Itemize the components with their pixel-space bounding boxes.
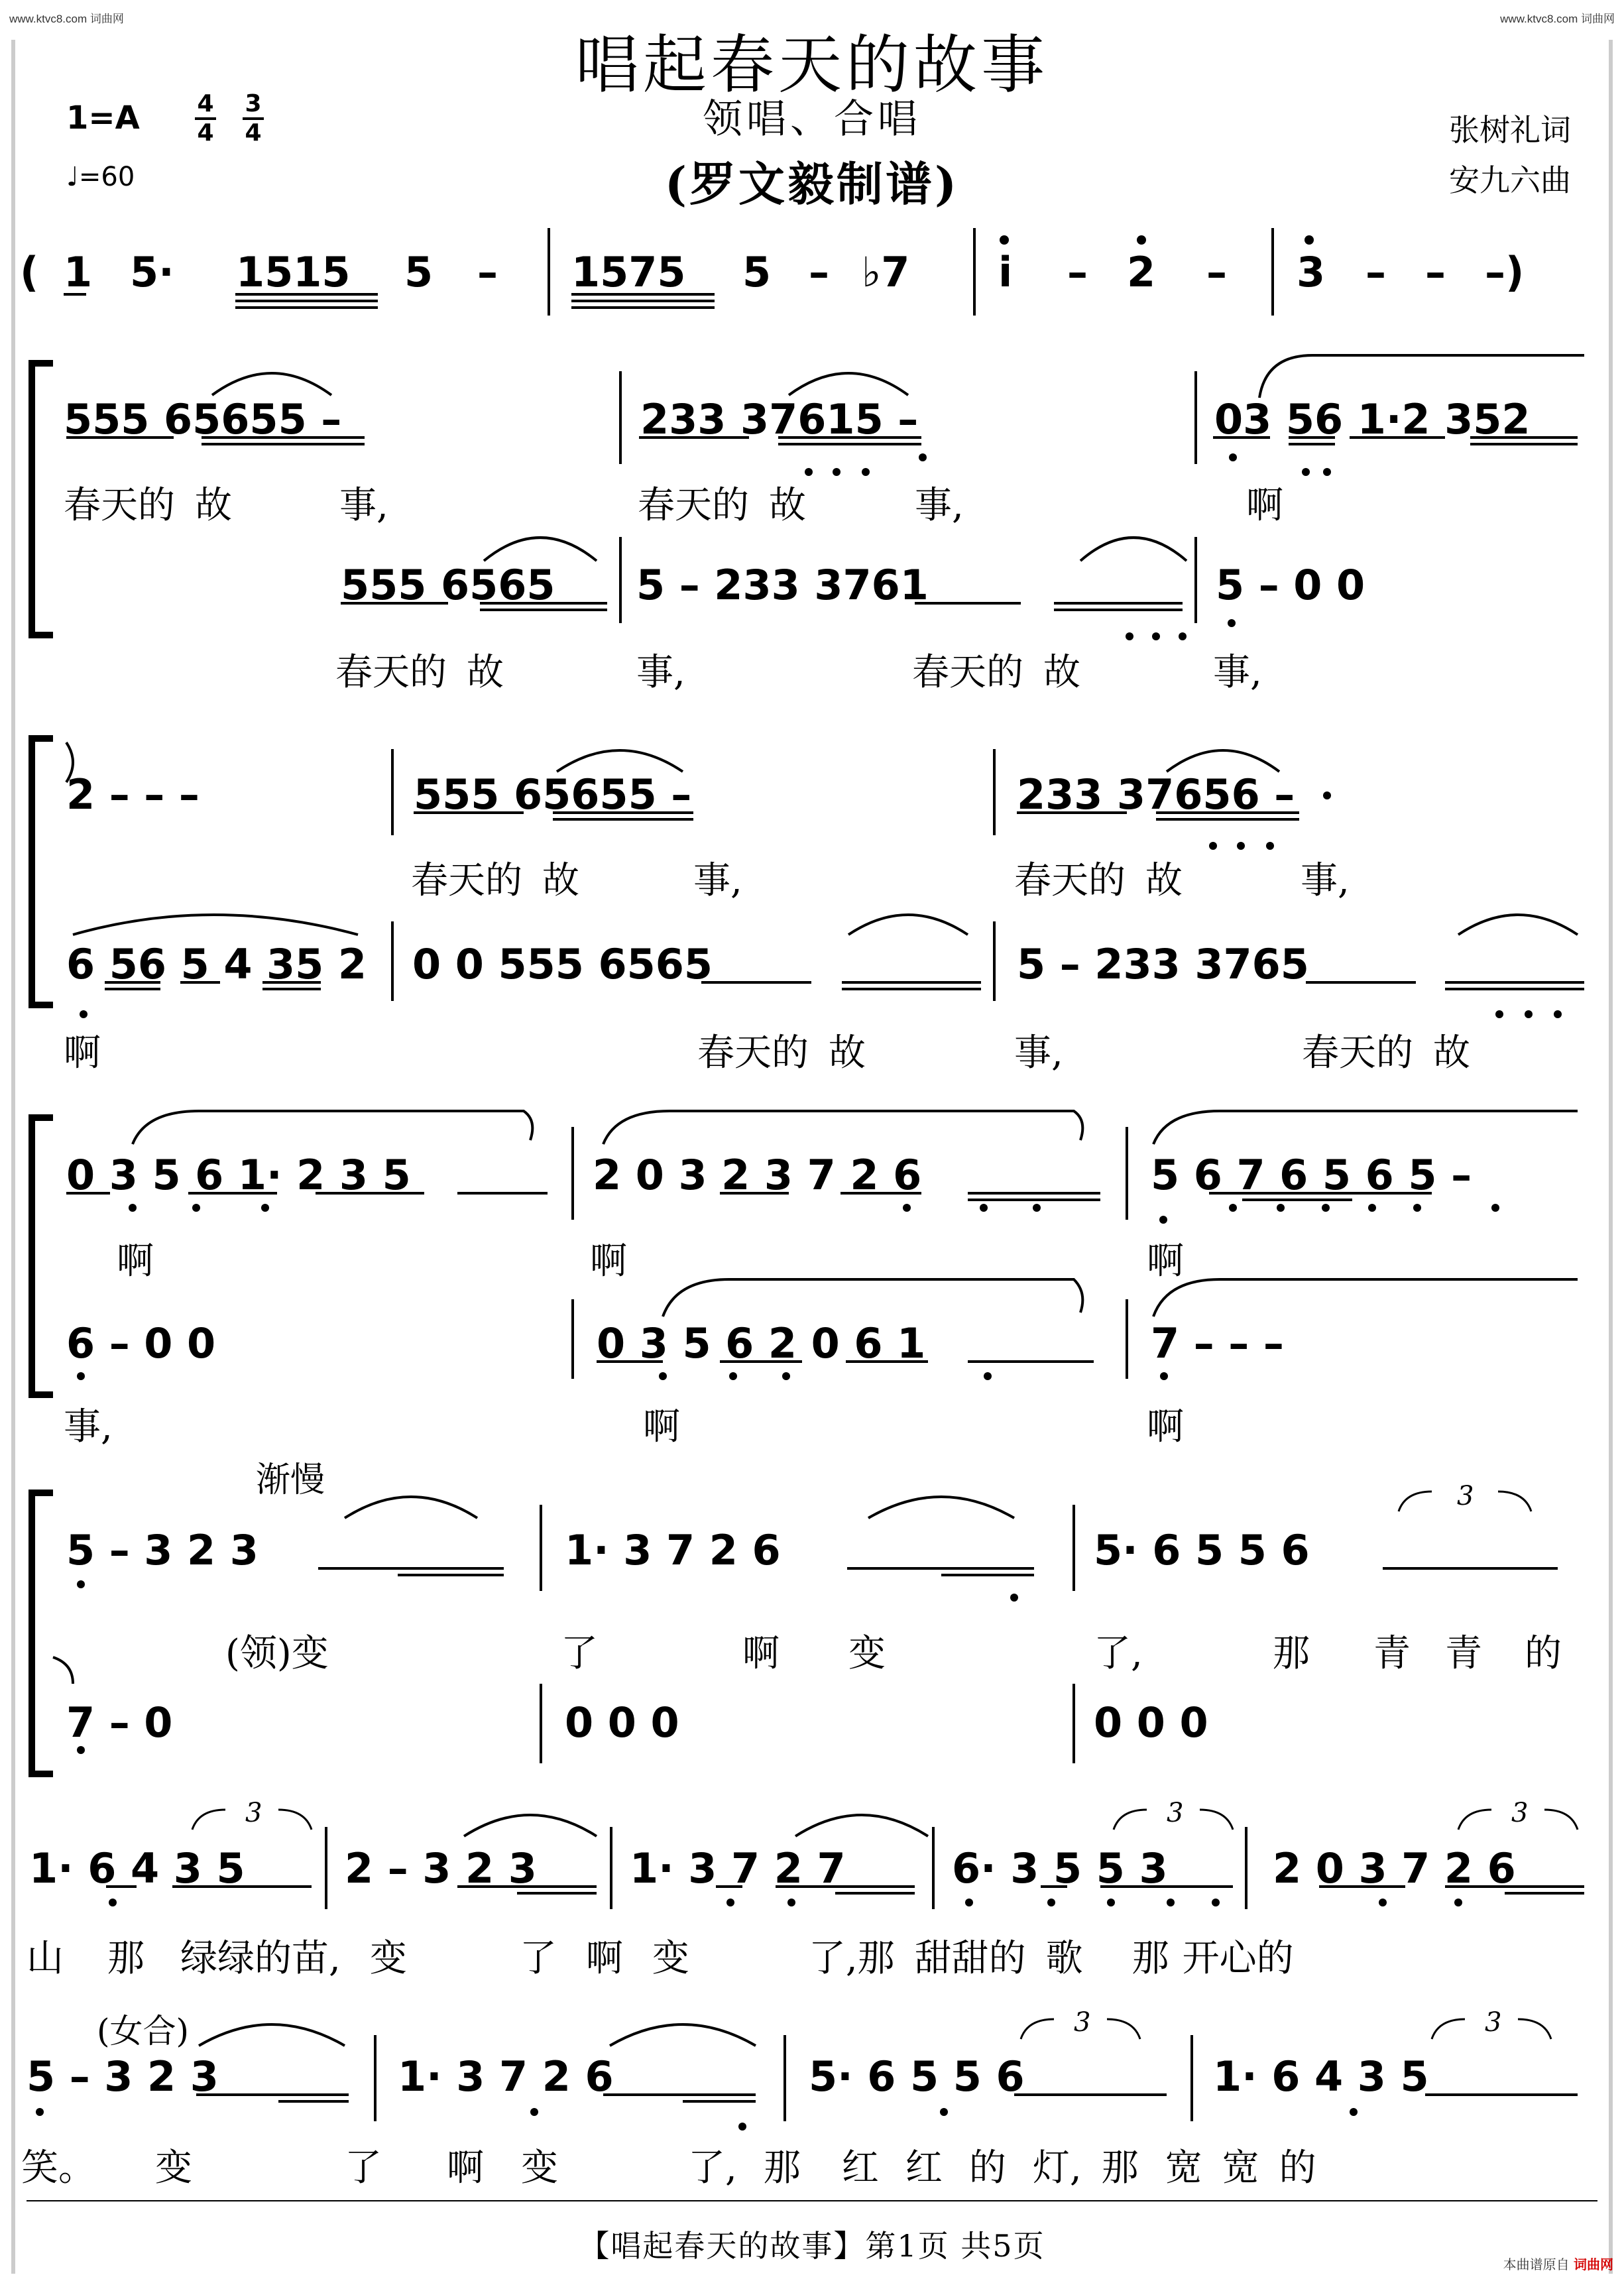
sys3-lower-notes-2: 0 3 5 6 2 0 6 1	[597, 1319, 926, 1368]
sys4-upper-notes-2: 1· 3 7 2 6	[565, 1526, 781, 1574]
sys1-upper-notes: 555 65655 –	[64, 395, 342, 443]
line6-notes-2: 1· 3 7 2 6	[398, 2052, 614, 2101]
intro-notes: 1575	[571, 248, 686, 296]
lyric-sys1-upper: 春天的 故	[64, 484, 232, 527]
sys4-lower-notes-2: 0 0 0	[565, 1698, 679, 1747]
lyric-sys1-upper-2: 事,	[339, 484, 388, 527]
lyric-sys3-lower-2: 啊	[643, 1405, 680, 1448]
time-sig-top: 4	[197, 90, 214, 117]
line6-notes: 5 – 3 2 3	[27, 2052, 219, 2101]
intro-note: 5·	[130, 248, 174, 296]
sys2-upper-notes-2: 555 65655 –	[414, 770, 692, 819]
line6-notes-4: 1· 6 4 3 5	[1213, 2052, 1429, 2101]
key-signature: 1=A	[66, 99, 140, 137]
lyric-sys4-upper-5: 了,	[1094, 1632, 1143, 1675]
intro-dash: –	[1365, 248, 1386, 296]
lyric-sys1-lower-3: 春天的 故	[912, 651, 1080, 694]
sys3-upper-notes: 0 3 5 6 1· 2 3 5	[66, 1151, 411, 1199]
sys2-lower-notes-2: 0 0 555 6565	[412, 940, 713, 988]
lyricist-credit: 张树礼词	[1449, 112, 1571, 148]
intro-dash: –	[1425, 248, 1446, 296]
sys1-upper-notes-2: 233 37615 –	[640, 395, 919, 443]
sys4-upper-notes: 5 – 3 2 3	[66, 1526, 259, 1574]
intro-notes: 1515	[236, 248, 351, 296]
sys2-upper-notes: 2 – – –	[66, 770, 200, 819]
intro-dash: –	[1067, 248, 1088, 296]
site-watermark-right: www.ktvc8.com 词曲网	[1500, 13, 1615, 25]
intro-dash: –	[477, 248, 498, 296]
lyric-sys2-upper: 春天的 故	[411, 859, 579, 902]
intro-dash: –	[1206, 248, 1227, 296]
brand-right: 词曲网	[1574, 2256, 1613, 2272]
lyric-sys1-upper-3: 春天的 故	[638, 484, 806, 527]
sys3-lower-notes-3: 7 – – –	[1151, 1319, 1284, 1368]
lyric-sys3-lower-3: 啊	[1147, 1405, 1184, 1448]
lyric-sys3-lower: 事,	[64, 1405, 113, 1448]
triplet-mark: 3	[1485, 2007, 1502, 2038]
source-brand	[1503, 2254, 1613, 2273]
lyric-sys4-upper-2: 了	[561, 1632, 598, 1675]
triplet-mark: 3	[1167, 1798, 1184, 1828]
song-subtitle: 领唱、合唱	[703, 96, 921, 143]
lyric-sys3-upper-3: 啊	[1147, 1240, 1184, 1283]
page-footer: 【唱起春天的故事】第1页 共5页	[579, 2228, 1045, 2264]
sys3-upper-notes-2: 2 0 3 2 3 7 2 6	[593, 1151, 922, 1199]
line5-notes-5: 2 0 3 7 2 6	[1273, 1844, 1516, 1893]
intro-high-one: i	[998, 248, 1013, 296]
sys3-upper-notes-3: 5 6 7 6 5 6 5 –	[1151, 1151, 1472, 1199]
lyric-sys2-upper-2: 事,	[693, 859, 742, 902]
line6-notes-3: 5· 6 5 5 6	[809, 2052, 1025, 2101]
triplet-mark: 3	[1511, 1798, 1529, 1828]
intro-dash: –)	[1485, 248, 1525, 296]
line5-notes-3: 1· 3 7 2 7	[630, 1844, 846, 1893]
intro-flat-seven: ♭7	[862, 248, 910, 296]
sys4-lower-notes-3: 0 0 0	[1094, 1698, 1208, 1747]
lyric-sys1-lower-2: 事,	[636, 651, 685, 694]
sys4-lower-notes: 7 – 0	[66, 1698, 173, 1747]
lyric-line5: 山 那 绿绿的苗, 变 了 啊 变 了,那 甜甜的 歌 那 开心的	[27, 1937, 1294, 1980]
sys1-upper-notes-3: 03 56 1·2 352	[1214, 395, 1531, 443]
sys1-lower-notes-3: 5 – 0 0	[1216, 561, 1365, 609]
sys1-lower-notes: 555 6565	[341, 561, 555, 609]
lyric-sys1-upper-5: 啊	[1246, 484, 1283, 527]
triplet-mark: 3	[245, 1798, 262, 1828]
line5-notes-4: 6· 3 5 5 3	[952, 1844, 1168, 1893]
lyric-sys3-upper-2: 啊	[590, 1240, 627, 1283]
lyric-sys4-upper-8: 青	[1445, 1632, 1482, 1675]
lyric-sys1-upper-4: 事,	[915, 484, 964, 527]
lyric-sys4-upper-7: 青	[1373, 1632, 1411, 1675]
site-watermark-left: www.ktvc8.com 词曲网	[9, 13, 124, 25]
lyric-sys4-upper-3: 啊	[742, 1632, 780, 1675]
lyric-sys3-upper: 啊	[117, 1240, 154, 1283]
intro-note: 5	[742, 248, 772, 296]
lyric-sys2-lower-3: 事,	[1014, 1031, 1063, 1075]
sys2-upper-notes-3: 233 37656 –	[1017, 770, 1295, 819]
lyric-sys4-upper-9: 的	[1525, 1632, 1562, 1675]
line5-notes-2: 2 – 3 2 3	[345, 1844, 537, 1893]
arranger-credit: (罗文毅制谱)	[664, 156, 960, 211]
intro-dash: –	[809, 248, 829, 296]
lyric-sys1-lower: 春天的 故	[335, 651, 504, 694]
sys2-lower-notes-3: 5 – 233 3765	[1017, 940, 1309, 988]
composer-credit: 安九六曲	[1449, 162, 1571, 198]
triplet-mark: 3	[1074, 2007, 1091, 2038]
time-sig-bottom: 4	[197, 119, 214, 146]
intro-open-paren: (	[20, 248, 39, 296]
time-sig-bottom: 4	[245, 119, 262, 146]
lyric-sys4-upper-6: 那	[1273, 1632, 1310, 1675]
sys1-lower-notes-2: 5 – 233 3761	[636, 561, 929, 609]
lyric-sys1-lower-4: 事,	[1213, 651, 1262, 694]
intro-high-two: 2	[1127, 248, 1156, 296]
section-marking-female-chorus: (女合)	[97, 2012, 190, 2050]
lyric-line6: 笑。 变 了 啊 变 了, 那 红 红 的 灯, 那 宽 宽 的	[21, 2146, 1316, 2190]
lyric-sys4-upper: (领)变	[225, 1632, 329, 1675]
lyric-sys2-lower: 啊	[64, 1031, 101, 1075]
lyric-sys2-lower-4: 春天的 故	[1302, 1031, 1470, 1075]
lyric-sys2-upper-4: 事,	[1301, 859, 1350, 902]
time-sig-top: 3	[245, 90, 262, 117]
intro-high-three: 3	[1297, 248, 1326, 296]
lyric-sys2-lower-2: 春天的 故	[697, 1031, 866, 1075]
line5-notes: 1· 6 4 3 5	[29, 1844, 245, 1893]
tempo-change-marking: 渐慢	[256, 1460, 325, 1500]
tempo-marking: ♩=60	[66, 162, 135, 192]
brand-left: 本曲谱原自	[1503, 2256, 1570, 2272]
lyric-sys2-upper-3: 春天的 故	[1014, 859, 1183, 902]
sys2-lower-notes: 6 56 5 4 35 2	[66, 940, 367, 988]
sys4-upper-notes-3: 5· 6 5 5 6	[1094, 1526, 1310, 1574]
song-title: 唱起春天的故事	[575, 28, 1049, 102]
intro-note: 1	[64, 248, 93, 296]
triplet-mark: 3	[1457, 1481, 1474, 1511]
sys3-lower-notes: 6 – 0 0	[66, 1319, 216, 1368]
intro-note: 5	[404, 248, 434, 296]
lyric-sys4-upper-4: 变	[848, 1632, 886, 1675]
